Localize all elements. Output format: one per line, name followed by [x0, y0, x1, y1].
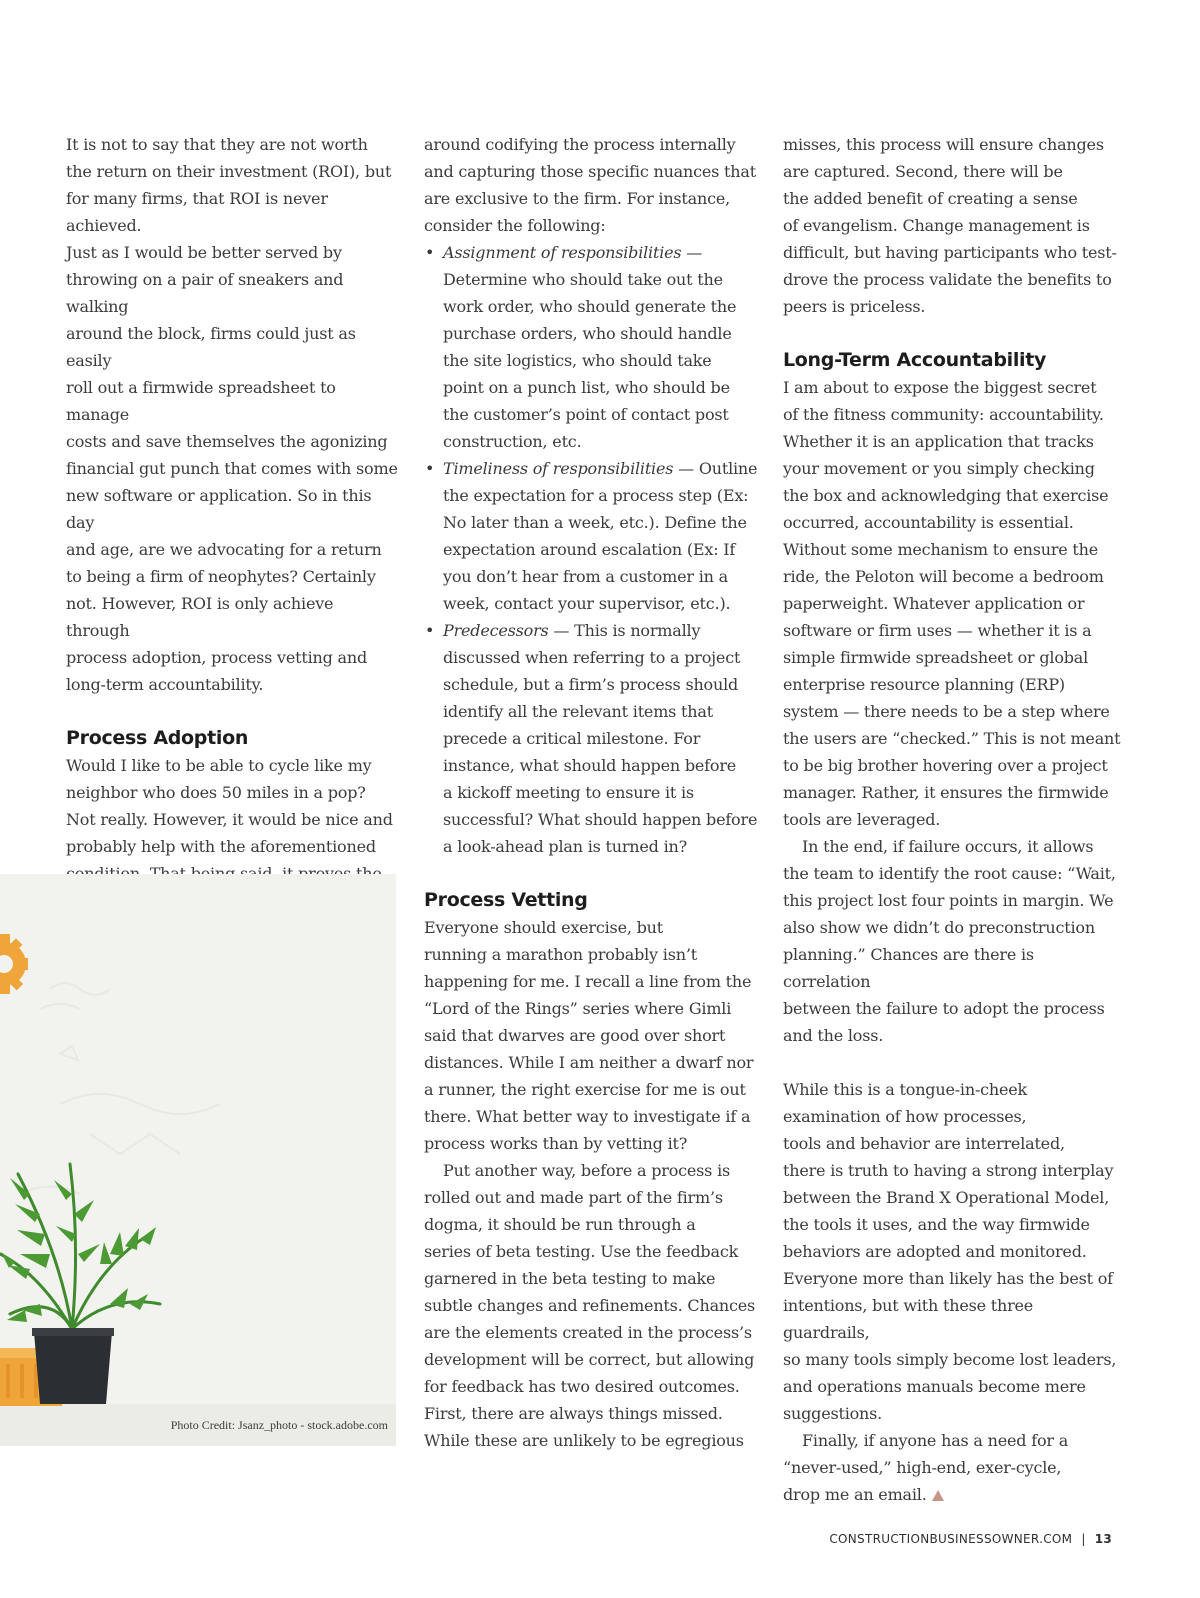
potted-plant-illustration: [0, 874, 396, 1446]
closing-text: Finally, if anyone has a need for a “never-used,” high-end, exer-cycle, drop me an email.: [783, 1431, 1069, 1504]
list-item-text: — Determine who should take out the work order, who should generate the purchase orders, who should handle the site logistics, who should take point on a punch list, who should be the customer’s point of contact post construction, etc.: [443, 243, 737, 451]
intro-paragraph: It is not to say that they are not worth the return on their investment (ROI), but for many firms, that ROI is never achieved. Just as I would be better served by throwing on a pair of sneakers and walking around the block, firms could just as easily roll out a firmwide spreadsheet to manage costs and save themselves the agonizing financial gut punch that comes with some new software or application. So in this day and age, are we advocating for a return to being a firm of neophytes? Certainly not. However, ROI is only achieve through process adoption, process vetting and long-term accountability.: [66, 135, 398, 694]
process-vetting-paragraph-1: Everyone should exercise, but running a marathon probably isn’t happening for me. I recall a line from the “Lord of the Rings” series where Gimli said that dwarves are good over short distances. While I am neither a dwarf nor a runner, the right exercise for me is out there. What better way to investigate if a process works than by vetting it?: [424, 918, 754, 1153]
section-heading-process-adoption: Process Adoption: [66, 727, 249, 749]
list-item-text: — This is normally discussed when referring to a project schedule, but a firm’s process should identify all the relevant items that precede a critical milestone. For instance, what should happen before a kickoff meeting to ensure it is successful? What should happen before a look-ahead plan is turned in?: [443, 621, 758, 856]
list-item: [424, 455, 758, 617]
accountability-paragraph-2: In the end, if failure occurs, it allows the team to identify the root cause: “Wait, this project lost four points in margin. We also show we didn’t do preconstruction planning.” Chances are there is correlation between the failure to adopt the process and the loss.: [783, 837, 1116, 1045]
list-item-term: Assignment of responsibilities: [443, 243, 682, 262]
conclusion-paragraph: While this is a tongue-in-cheek examination of how processes, tools and behavior are interrelated, there is truth to having a strong interplay between the Brand X Operational Model, the tools it uses, and the way firmwide behaviors are adopted and monitored. Everyone more than likely has the best of intentions, but with these three guardrails, so many tools simply become lost leaders, and operations manuals become mere suggestions.: [783, 1080, 1117, 1423]
column-2-intro: around codifying the process internally and capturing those specific nuances that are exclusive to the firm. For instance, consider the following:: [424, 135, 756, 235]
page-number: 13: [1094, 1532, 1112, 1546]
list-item-text: — Outline the expectation for a process step (Ex: No later than a week, etc.). Define the expectation around escalation (Ex: If you don’t hear from a customer in a week, contact your supervisor, etc.).: [443, 459, 758, 613]
page-footer: [829, 1532, 1112, 1546]
gear-icon: [0, 934, 28, 994]
list-item-term: Timeliness of responsibilities: [443, 459, 674, 478]
paragraph-spacer: [783, 1049, 1123, 1076]
article-column-3: [783, 131, 1123, 1508]
closing-paragraph: [783, 1427, 1123, 1508]
footer-separator: |: [1081, 1532, 1086, 1546]
accountability-paragraph-1: I am about to expose the biggest secret of the fitness community: accountability. Whether it is an application that tracks your movement or you simply checking the box and acknowledging that exercise occurred, accountability is essential. Without some mechanism to ensure the ride, the Peloton will become a bedroom paperweight. Whatever application or software or firm uses — whether it is a simple firmwide spreadsheet or global enterprise resource planning (ERP) system — there needs to be a step where the users are “checked.” This is not meant to be big brother hovering over a project manager. Rather, it ensures the firmwide tools are leveraged.: [783, 378, 1121, 829]
list-item-term: Predecessors: [443, 621, 549, 640]
plant-pot: [32, 1328, 114, 1404]
section-heading-long-term-accountability: Long-Term Accountability: [783, 349, 1047, 371]
process-vetting-paragraph-2: Put another way, before a process is rolled out and made part of the firm’s dogma, it should be run through a series of beta testing. Use the feedback garnered in the beta testing to make subtle changes and refinements. Chances are the elements created in the process’s development will be correct, but allowing for feedback has two desired outcomes. First, there are always things missed. While these are unlikely to be egregious: [424, 1161, 756, 1450]
plant-photo: [0, 874, 396, 1446]
column-3-intro: misses, this process will ensure changes are captured. Second, there will be the added benefit of creating a sense of evangelism. Change management is difficult, but having participants who test- drove the process validate the benefits to peers is priceless.: [783, 135, 1117, 316]
process-adoption-paragraph: Would I like to be able to cycle like my neighbor who does 50 miles in a pop? Not really. However, it would be nice and probably help with the aforementioned: [66, 756, 393, 856]
footer-site: CONSTRUCTIONBUSINESSOWNER.COM: [829, 1532, 1073, 1546]
photo-credit: Photo Credit: Jsanz_photo - stock.adobe.com: [170, 1418, 388, 1432]
article-column-2: [424, 131, 758, 1454]
list-item: [424, 617, 758, 860]
section-heading-process-vetting: Process Vetting: [424, 889, 588, 911]
end-mark-icon: [932, 1490, 944, 1501]
list-item: [424, 239, 758, 455]
responsibilities-list: [424, 239, 758, 860]
